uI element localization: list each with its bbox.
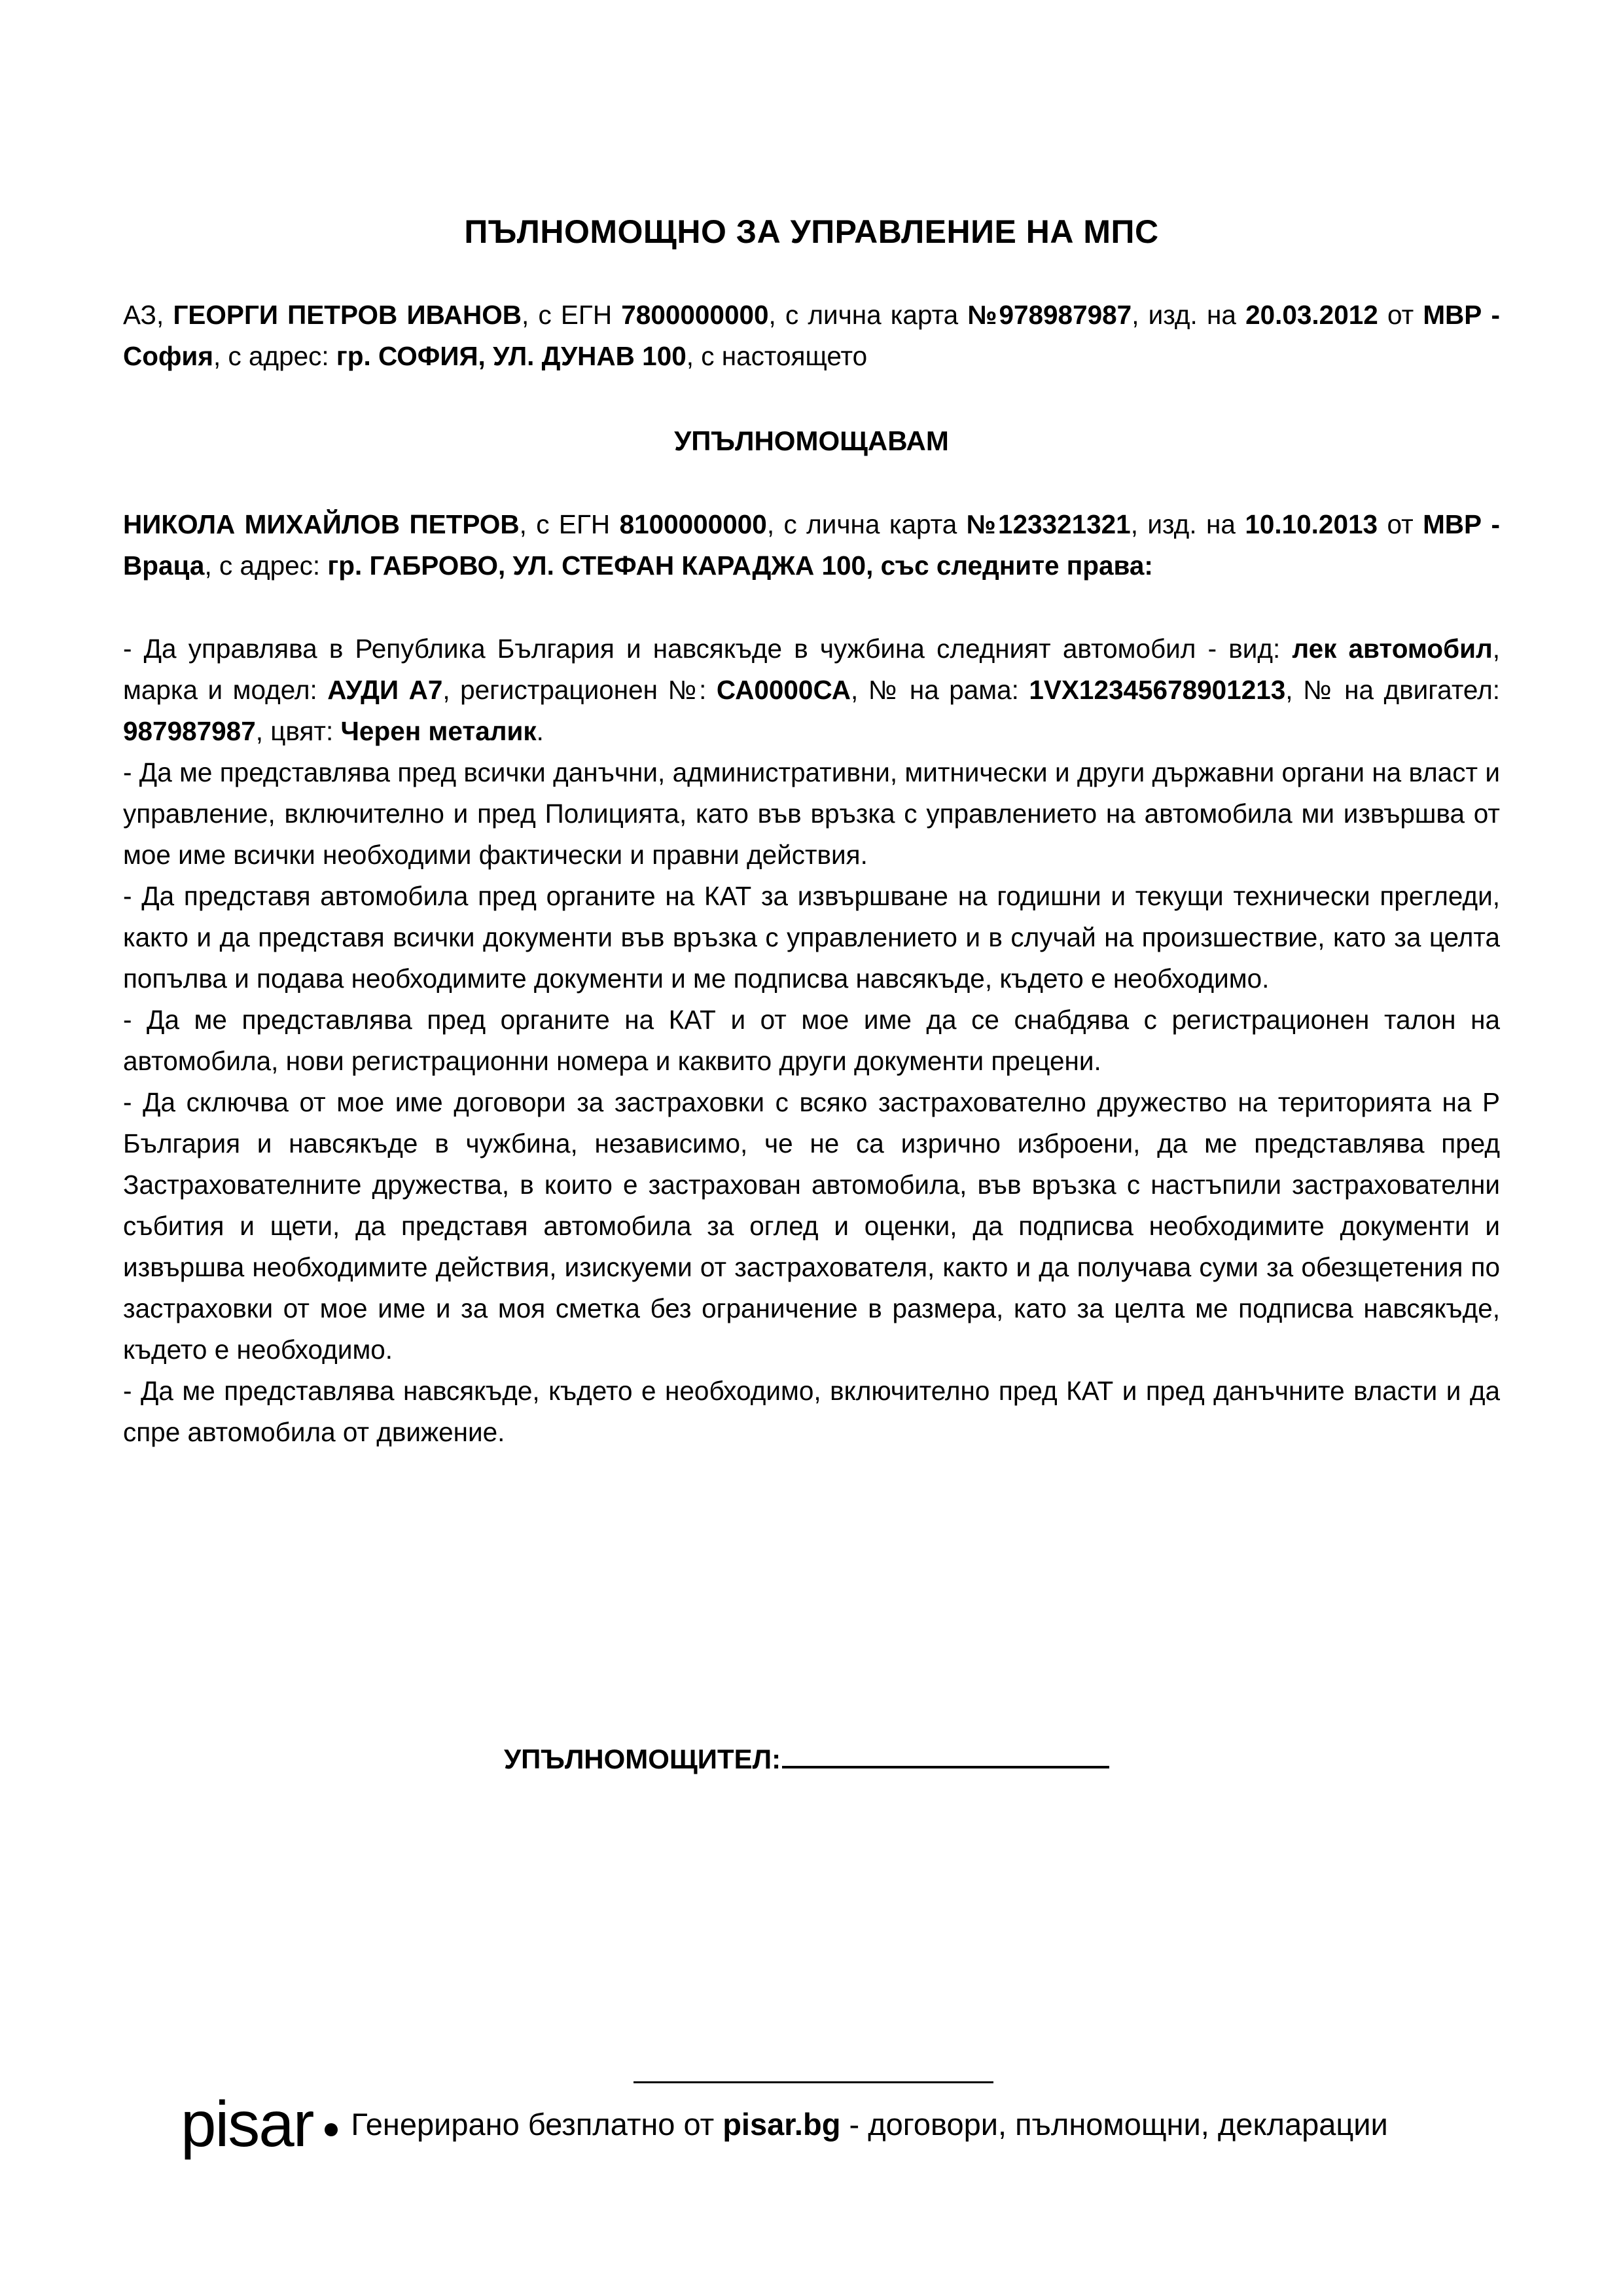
- principal-egn: 7800000000: [621, 300, 769, 330]
- agent-issued-date: 10.10.2013: [1245, 509, 1378, 539]
- footer-text-before: Генерирано безплатно от: [351, 2106, 723, 2142]
- vehicle-end: .: [536, 716, 544, 746]
- signature-line: [782, 1741, 1109, 1768]
- vehicle-vin-label: , № на рама:: [850, 675, 1029, 705]
- vehicle-right: [123, 628, 1500, 752]
- document-title: ПЪЛНОМОЩНО ЗА УПРАВЛЕНИЕ НА МПС: [464, 213, 1159, 250]
- agent-egn-label: , с ЕГН: [519, 509, 620, 539]
- agent-id-label: , с лична карта: [766, 509, 967, 539]
- vehicle-color-label: , цвят:: [255, 716, 341, 746]
- footer-text: [351, 2106, 1387, 2142]
- principal-egn-label: , с ЕГН: [522, 300, 622, 330]
- vehicle-make-model: АУДИ А7: [327, 675, 443, 705]
- principal-prefix: АЗ,: [123, 300, 173, 330]
- principal-issued-label: , изд. на: [1132, 300, 1246, 330]
- vehicle-color: Черен металик: [340, 716, 537, 746]
- agent-from-label: от: [1378, 509, 1423, 539]
- bullet-dot-icon: [325, 2123, 338, 2136]
- agent-paragraph: [123, 504, 1500, 586]
- footer-site-link: pisar.bg: [722, 2106, 841, 2142]
- vehicle-reg-label: , регистрационен №:: [442, 675, 717, 705]
- signature-label: УПЪЛНОМОЩИТЕЛ:: [504, 1744, 781, 1774]
- vehicle-intro: - Да управлява в Република България и навсякъде в чужбина следният автомобил - вид:: [123, 634, 1293, 664]
- principal-issuer: МВР - София: [123, 300, 1500, 371]
- agent-address-label: , с адрес:: [204, 550, 328, 581]
- footer: [181, 2088, 1388, 2160]
- principal-id-label: , с лична карта: [768, 300, 968, 330]
- principal-name: ГЕОРГИ ПЕТРОВ ИВАНОВ: [173, 300, 522, 330]
- principal-suffix: , с настоящето: [686, 341, 868, 371]
- right-item: - Да ме представлява навсякъде, където е необходимо, включително пред КАТ и пред данъчните власти и да спре автомобила от движение.: [123, 1376, 1500, 1447]
- right-item: - Да сключва от мое име договори за застраховки с всяко застрахователно дружество на територията на Р България и навсякъде в чужбина, независимо, че не са изрично изброени, да ме представлява пред Застрахователните дружества, в които е застрахован автомобила, във връзка с настъпили застрахователни събития и щети, да представя автомобила за оглед и оценки, да подписва необходимите документи и извършва необходимите действия, изискуеми от застрахователя, както и да получава суми за обезщетения по застраховки от мое име и за моя сметка без ограничение в размера, като за целта ме подписва навсякъде, където е необходимо.: [123, 1087, 1500, 1365]
- authorize-heading: УПЪЛНОМОЩАВАМ: [674, 425, 949, 456]
- principal-id-number: №978987987: [967, 300, 1132, 330]
- footer-text-after: - договори, пълномощни, декларации: [840, 2106, 1388, 2142]
- right-item: - Да ме представлява пред всички данъчни, административни, митнически и други държавни органи на власт и управление, включително и пред Полицията, като във връзка с управлението на автомобила ми извършва от мое име всички необходими фактически и правни действия.: [123, 757, 1500, 870]
- agent-issuer: МВР - Враца: [123, 509, 1500, 581]
- rights-list: [123, 628, 1500, 1453]
- agent-name: НИКОЛА МИХАЙЛОВ ПЕТРОВ: [123, 509, 520, 539]
- agent-address: гр. ГАБРОВО, УЛ. СТЕФАН КАРАДЖА 100, със следните права:: [327, 550, 1153, 581]
- agent-id-number: №123321321: [966, 509, 1131, 539]
- vehicle-type: лек автомобил: [1292, 634, 1493, 664]
- principal-issued-date: 20.03.2012: [1245, 300, 1378, 330]
- principal-paragraph: [123, 295, 1500, 377]
- right-item: - Да представя автомобила пред органите на КАТ за извършване на годишни и текущи технически прегледи, както и да представя всички документи във връзка с управлението и в случай на произшествие, като за целта попълва и подава необходимите документи и ме подписва навсякъде, където е необходимо.: [123, 881, 1500, 994]
- vehicle-make-label: , марка и модел:: [123, 634, 1500, 705]
- footer-rule: [633, 2081, 993, 2083]
- agent-issued-label: , изд. на: [1130, 509, 1245, 539]
- vehicle-vin: 1VX12345678901213: [1029, 675, 1286, 705]
- right-item: - Да ме представлява пред органите на КАТ и от мое име да се снабдява с регистрационен талон на автомобила, нови регистрационни номера и каквито други документи прецени.: [123, 1005, 1500, 1076]
- signature-block: [504, 1741, 1109, 1775]
- principal-from-label: от: [1378, 300, 1423, 330]
- vehicle-engine-label: , № на двигател:: [1285, 675, 1500, 705]
- agent-egn: 8100000000: [619, 509, 767, 539]
- pisar-logo: pisar: [181, 2088, 313, 2160]
- principal-address: гр. СОФИЯ, УЛ. ДУНАВ 100: [336, 341, 687, 371]
- vehicle-reg-number: СА0000СА: [716, 675, 851, 705]
- vehicle-engine: 987987987: [123, 716, 256, 746]
- principal-address-label: , с адрес:: [213, 341, 336, 371]
